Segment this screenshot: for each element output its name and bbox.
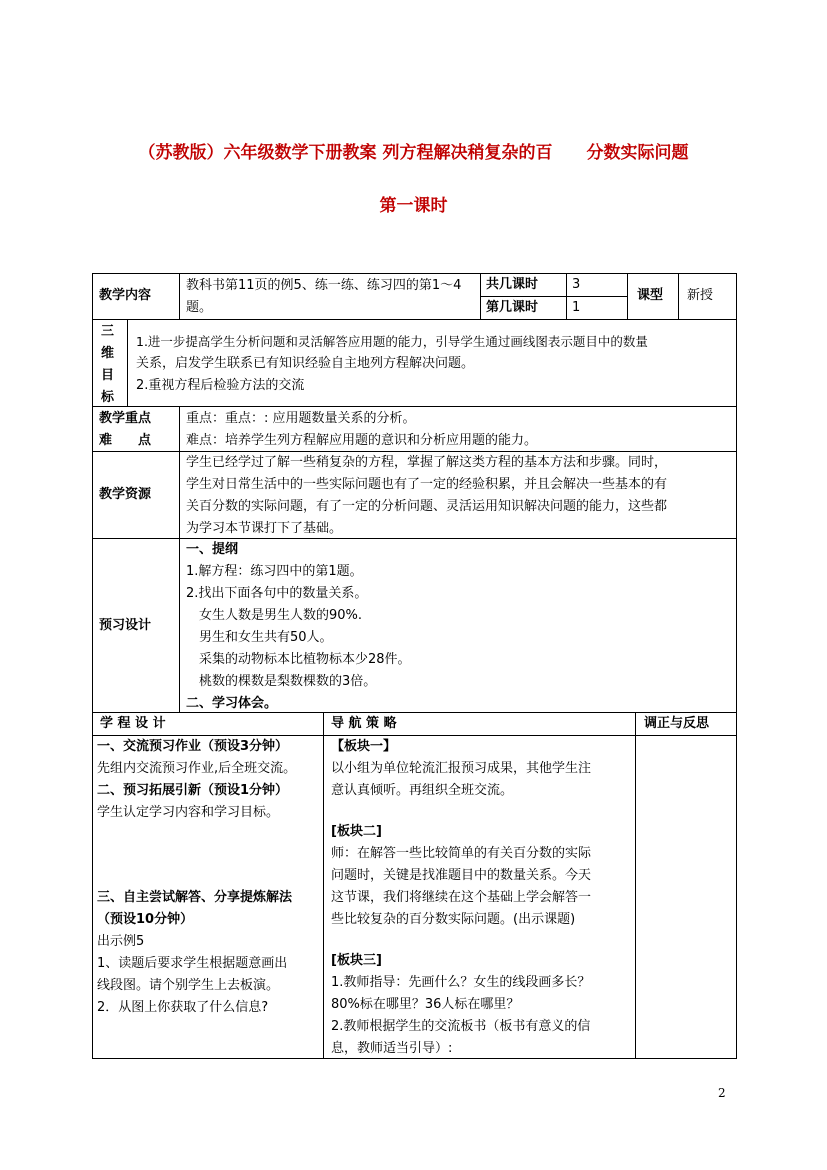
page-number: 2	[718, 1086, 726, 1100]
resources-line: 学生已经学过了解一些稍复杂的方程，掌握了解这类方程的基本方法和步骤。同时，	[186, 455, 668, 470]
process-left-line: 出示例5	[97, 934, 145, 949]
key-points-label: 教学重点	[99, 411, 152, 426]
process-right-line: 问题时，关键是找准题目中的数量关系。今天	[331, 868, 592, 883]
process-right-line: 意认真倾听。再组织全班交流。	[331, 783, 514, 798]
preview-line: 女生人数是男生人数的90%.	[186, 608, 363, 623]
resources-label: 教学资源	[99, 487, 152, 502]
process-left-line: 2．从图上你获取了什么信息?	[97, 1000, 269, 1015]
preview-label: 预习设计	[99, 618, 152, 633]
goals-line-2: 关系，启发学生联系已有知识经验自主地列方程解决问题。	[136, 356, 475, 371]
process-header-strategy: 导 航 策 略	[331, 716, 397, 731]
process-left-line: 线段图。请个别学生上去板演。	[97, 978, 280, 993]
process-right-line: [板块二]	[331, 824, 382, 839]
process-right-line: 1.教师指导：先画什么？女生的线段画多长？	[331, 975, 591, 990]
process-right-line: 以小组为单位轮流汇报预习成果，其他学生注	[331, 761, 592, 776]
preview-line: 2.找出下面各句中的数量关系。	[186, 586, 368, 601]
goals-line-3: 2.重视方程后检验方法的交流	[136, 378, 305, 393]
resources-line: 学生对日常生活中的一些实际问题也有了一定的经验积累，并且会解决一些基本的有	[186, 477, 668, 492]
lesson-type-label: 课型	[637, 288, 664, 303]
total-lessons-label: 共几课时	[486, 277, 539, 292]
lesson-type-value: 新授	[687, 288, 714, 303]
goals-line-1: 1.进一步提高学生分析问题和灵活解答应用题的能力，引导学生通过画线图表示题目中的数量	[136, 334, 648, 349]
key-point-text: 重点：重点：: 应用题数量关系的分析。	[186, 411, 416, 426]
goals-label-char: 维	[101, 346, 115, 361]
process-left-line: 三、自主尝试解答、分享提炼解法	[97, 890, 293, 905]
process-right-line: 这节课，我们将继续在这个基础上学会解答一	[331, 890, 592, 905]
preview-line: 桃数的棵数是梨数棵数的3倍。	[186, 674, 377, 689]
process-left-line: （预设10分钟）	[97, 912, 194, 927]
difficulty-label: 难 点	[99, 433, 152, 448]
preview-line: 1.解方程：练习四中的第1题。	[186, 564, 363, 579]
total-lessons-value: 3	[572, 277, 581, 292]
preview-heading: 二、学习体会。	[186, 696, 278, 711]
teaching-content-label: 教学内容	[99, 288, 152, 303]
process-right-line: 师：在解答一些比较简单的有关百分数的实际	[331, 846, 592, 861]
process-right-line: 些比较复杂的百分数实际问题。(出示课题)	[331, 912, 576, 927]
resources-line: 为学习本节课打下了基础。	[186, 521, 343, 536]
resources-text	[186, 452, 667, 540]
process-left-line: 先组内交流预习作业,后全班交流。	[97, 761, 297, 776]
process-header-reflection: 调正与反思	[644, 716, 710, 731]
doc-title: （苏教版）六年级数学下册教案 列方程解决稍复杂的百 分数实际问题	[138, 143, 689, 163]
lesson-number-value: 1	[572, 300, 581, 315]
resources-line: 关百分数的实际问题，有了一定的分析问题、灵活运用知识解决问题的能力，这些都	[186, 499, 668, 514]
goals-label	[101, 321, 114, 409]
process-right-line: 息，教师适当引导）:	[331, 1041, 453, 1056]
process-left-line: 1、读题后要求学生根据题意画出	[97, 956, 288, 971]
teaching-content-text: 教科书第11页的例5、练一练、练习四的第1～4题。	[186, 278, 462, 315]
preview-line: 采集的动物标本比植物标本少28件。	[186, 652, 411, 667]
process-right-line: 2.教师根据学生的交流板书（板书有意义的信	[331, 1019, 591, 1034]
goals-label-char: 标	[101, 390, 115, 405]
doc-subtitle: 第一课时	[379, 196, 448, 216]
process-left-line: 一、交流预习作业（预设3分钟）	[97, 739, 289, 754]
process-header-design: 学 程 设 计	[100, 716, 166, 731]
goals-label-char: 目	[101, 368, 115, 383]
lesson-number-label: 第几课时	[486, 300, 539, 315]
process-left-line: 二、预习拓展引新（预设1分钟）	[97, 783, 289, 798]
process-right-line: 80%标在哪里？36人标在哪里？	[331, 997, 520, 1012]
process-left-line: 学生认定学习内容和学习目标。	[97, 805, 280, 820]
difficulty-text: 难点：培养学生列方程解应用题的意识和分析应用题的能力。	[186, 433, 538, 448]
preview-content	[186, 539, 411, 715]
process-right-line: [板块三]	[331, 953, 382, 968]
goals-label-char: 三	[101, 324, 115, 339]
preview-line: 男生和女生共有50人。	[186, 630, 333, 645]
preview-heading: 一、提纲	[186, 542, 239, 557]
process-right-line: 【板块一】	[331, 739, 397, 754]
